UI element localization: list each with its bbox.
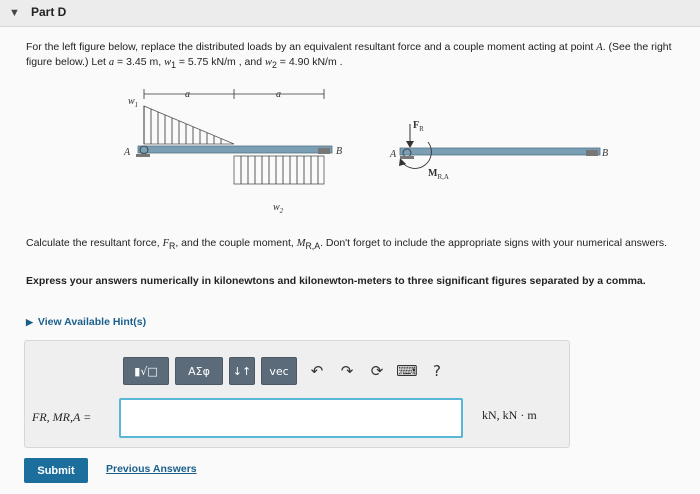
load-label-w2: $w_2$: [273, 202, 284, 215]
question-text: Calculate the resultant force, $F_R$, and the couple moment, $M_{R,A}$. Don't forget to include the appropriate signs with your numerical answers.: [26, 237, 668, 252]
submit-button[interactable]: Submit: [24, 458, 88, 483]
answer-instructions: Express your answers numerically in kilonewtons and kilonewton-meters to three significant figures separated by a comma.: [26, 275, 646, 287]
part-header[interactable]: [0, 0, 700, 27]
left-beam: [138, 146, 332, 153]
expand-triangle-icon: ▶: [26, 317, 33, 327]
problem-statement: For the left figure below, replace the distributed loads by an equivalent resultant force and a couple moment acting at point A. (See the right figure below.) Let a = 3.45 m, $w_1 = 5.75$ kN/m , and $w_2 = 4.90$ kN/m .: [26, 41, 672, 71]
redo-icon[interactable]: ↷: [340, 362, 354, 380]
part-title: Part D: [31, 5, 67, 19]
previous-answers-link[interactable]: Previous Answers: [106, 463, 197, 475]
templates-button[interactable]: ▮√□: [123, 357, 169, 385]
answer-label: FR, MR,A =: [32, 410, 92, 424]
beam-figures: [110, 84, 630, 224]
answer-units: kN, kN · m: [482, 408, 537, 422]
math-toolbar: [123, 357, 453, 385]
svg-text:MR,A: $M_{R,A}$: [428, 168, 449, 181]
greek-symbols-button[interactable]: ΑΣφ: [175, 357, 223, 385]
svg-text:FR: $F_R$: [413, 120, 424, 133]
vector-button[interactable]: vec: [261, 357, 297, 385]
help-icon[interactable]: ?: [433, 362, 441, 380]
right-beam: [400, 148, 600, 155]
collapse-caret-icon[interactable]: ▼: [9, 7, 20, 19]
dim-label-a1: a: [185, 89, 190, 100]
view-hints-link[interactable]: ▶ View Available Hint(s): [26, 316, 147, 328]
answer-input[interactable]: [119, 398, 463, 438]
svg-text:A: A: [124, 147, 131, 158]
svg-text:B: B: [602, 148, 609, 159]
svg-text:B: B: [336, 146, 343, 157]
left-beam-figure: [123, 89, 342, 215]
svg-text:A: A: [390, 149, 397, 160]
load-label-w1: $w_1$: [128, 96, 139, 109]
dim-label-a2: a: [276, 89, 281, 100]
undo-icon[interactable]: ↶: [310, 362, 324, 380]
reset-icon[interactable]: ⟳: [370, 362, 384, 380]
subscript-superscript-button[interactable]: ↓↑: [229, 357, 255, 385]
keyboard-icon[interactable]: ⌨: [396, 362, 418, 380]
right-beam-figure: [389, 120, 608, 181]
